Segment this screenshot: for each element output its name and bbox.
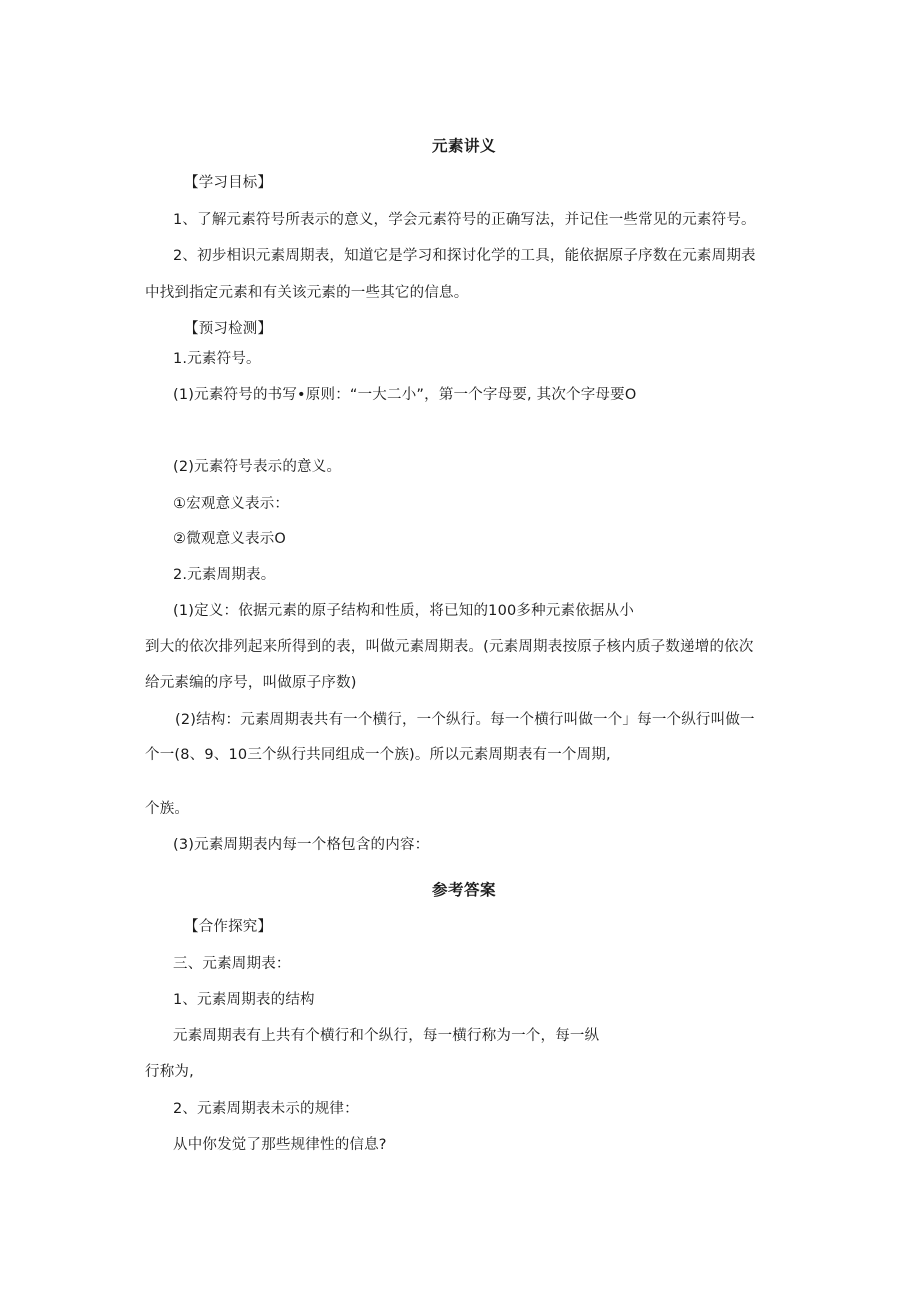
preview-item-1-2-b: ②微观意义表示O: [173, 531, 287, 547]
explore-item-3-1-line-2: 行称为,: [145, 1064, 194, 1080]
preview-item-2-1-line-1: (1)定义：依据元素的原子结构和性质，将已知的100多种元素依据从小: [173, 603, 635, 619]
preview-item-2-1-line-3: 给元素编的序号，叫做原子序数): [145, 675, 357, 691]
explore-item-3-2-a: 从中你发觉了那些规律性的信息?: [173, 1137, 387, 1153]
preview-item-1-1: (1)元素符号的书写•原则：“一大二小”，第一个字母要, 其次个字母要O: [173, 387, 637, 403]
preview-item-2-2-line-3: 个族。: [145, 801, 190, 817]
preview-item-1-2: (2)元素符号表示的意义。: [173, 459, 342, 475]
goal-item-2-line-1: 2、初步相识元素周期表，知道它是学习和探讨化学的工具，能依据原子序数在元素周期表: [173, 248, 756, 264]
explore-item-3: 三、元素周期表：: [173, 956, 291, 972]
explore-item-3-2: 2、元素周期表未示的规律：: [173, 1101, 359, 1117]
preview-item-1-2-a: ①宏观意义表示：: [173, 496, 290, 512]
preview-item-2-1-line-2: 到大的依次排列起来所得到的表，叫做元素周期表。(元素周期表按原子核内质子数递增的依次: [145, 639, 754, 655]
section-heading-goals: 【学习目标】: [184, 175, 273, 191]
goal-item-1: 1、了解元素符号所表示的意义，学会元素符号的正确写法，并记住一些常见的元素符号。: [173, 212, 756, 228]
preview-item-2-2-line-2: 个一(8、9、10三个纵行共同组成一个族)。所以元素周期表有一个周期,: [145, 747, 611, 763]
preview-item-2-2-line-1: (2)结构：元素周期表共有一个横行，一个纵行。每一个横行叫做一个」每一个纵行叫做一: [175, 712, 755, 728]
explore-item-3-1: 1、元素周期表的结构: [173, 992, 315, 1008]
section-heading-preview: 【预习检测】: [184, 321, 273, 337]
preview-item-1: 1.元素符号。: [173, 351, 261, 367]
preview-item-2: 2.元素周期表。: [173, 567, 276, 583]
preview-item-2-3: (3)元素周期表内每一个格包含的内容：: [173, 837, 430, 853]
answer-title: 参考答案: [432, 881, 497, 899]
explore-item-3-1-line-1: 元素周期表有上共有个横行和个纵行，每一横行称为一个，每一纵: [173, 1028, 600, 1044]
document-title: 元素讲义: [432, 137, 497, 155]
section-heading-explore: 【合作探究】: [184, 919, 273, 935]
goal-item-2-line-2: 中找到指定元素和有关该元素的一些其它的信息。: [145, 285, 469, 301]
